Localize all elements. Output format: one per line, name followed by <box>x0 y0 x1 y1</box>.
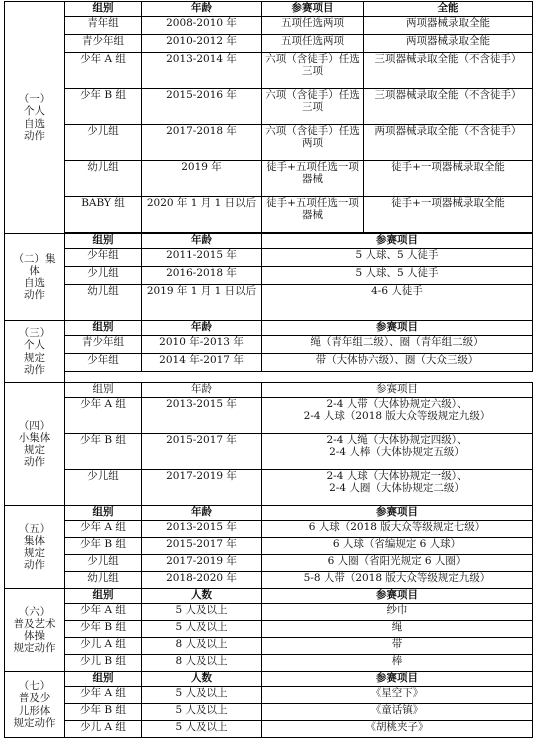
allround-cell: 两项器械录取全能 <box>364 17 533 35</box>
events-cell: 《童话镇》 <box>262 704 533 721</box>
table-row <box>5 53 533 89</box>
table-row <box>5 35 533 53</box>
header-age: 年龄 <box>142 2 262 17</box>
group-cell: 少年 A 组 <box>65 53 142 89</box>
table-row <box>5 161 533 197</box>
table-row <box>5 197 533 233</box>
table-row <box>5 354 533 372</box>
age-cell: 2013-2015 年 <box>142 398 262 434</box>
events-cell: 徒手+五项任选一项器械 <box>262 161 364 197</box>
age-cell: 2017-2018 年 <box>142 125 262 161</box>
events-cell: 五项任选两项 <box>262 17 364 35</box>
group-cell: 少儿组 <box>65 267 142 285</box>
group-cell: 少年 A 组 <box>65 398 142 434</box>
table-row <box>5 555 533 572</box>
header-events: 参赛项目 <box>262 506 533 521</box>
count-cell: 5 人及以上 <box>142 704 262 721</box>
age-cell: 2013-2014 年 <box>142 53 262 89</box>
table-row <box>5 17 533 35</box>
age-cell: 2020 年 1 月 1 日以后 <box>142 197 262 233</box>
table-row <box>5 655 533 672</box>
section-4-category: （四） 小集体 规定 动作 <box>5 383 65 506</box>
group-cell: 少年组 <box>65 249 142 267</box>
events-cell: 6 人球（省编规定 6 人球） <box>262 538 533 555</box>
table-row <box>5 434 533 470</box>
allround-cell: 徒手+一项器械录取全能 <box>364 197 533 233</box>
age-cell: 2019 年 1 月 1 日以后 <box>142 285 262 321</box>
header-group: 组别 <box>65 672 142 687</box>
events-cell: 6 人球（2018 版大众等级规定七级） <box>262 521 533 538</box>
section-6-header-row <box>5 589 533 604</box>
group-cell: 少儿 A 组 <box>65 721 142 738</box>
events-cell: 《胡桃夹子》 <box>262 721 533 738</box>
table-row <box>5 470 533 506</box>
table-row <box>5 398 533 434</box>
table-row <box>5 721 533 738</box>
section-2-header-row <box>5 234 533 249</box>
competition-table <box>4 1 533 738</box>
section-3-category: （三） 个人 规定 动作 <box>5 321 65 383</box>
age-cell: 2015-2017 年 <box>142 434 262 470</box>
group-cell: 青年组 <box>65 17 142 35</box>
section-5-category: （五） 集体 规定 动作 <box>5 506 65 589</box>
allround-cell: 三项器械录取全能（不含徒手） <box>364 89 533 125</box>
header-group: 组别 <box>65 506 142 521</box>
table-row <box>5 89 533 125</box>
group-cell: 少年组 <box>65 354 142 372</box>
header-group: 组别 <box>65 2 142 17</box>
header-age: 年龄 <box>142 383 262 398</box>
group-cell: 幼儿组 <box>65 285 142 321</box>
header-group: 组别 <box>65 234 142 249</box>
header-age: 年龄 <box>142 506 262 521</box>
events-cell: 4-6 人徒手 <box>262 285 533 321</box>
age-cell: 2010 年-2013 年 <box>142 336 262 354</box>
events-cell: 2-4 人球（大体协规定一级）、 2-4 人圈（大体协规定二级） <box>262 470 533 506</box>
age-cell: 2016-2018 年 <box>142 267 262 285</box>
events-cell: 5 人球、5 人徒手 <box>262 267 533 285</box>
allround-cell: 徒手+一项器械录取全能 <box>364 161 533 197</box>
count-cell: 8 人及以上 <box>142 638 262 655</box>
events-cell: 五项任选两项 <box>262 35 364 53</box>
age-cell: 2017-2019 年 <box>142 555 262 572</box>
events-cell: 《星空下》 <box>262 687 533 704</box>
allround-cell: 两项器械录取全能 <box>364 35 533 53</box>
section-1-category: （一） 个人 自选 动作 <box>5 2 65 234</box>
allround-cell: 三项器械录取全能（不含徒手） <box>364 53 533 89</box>
table-row <box>5 704 533 721</box>
section-7-category: （七） 普及少 儿形体 规定动作 <box>5 672 65 738</box>
allround-cell: 两项器械录取全能（不含徒手） <box>364 125 533 161</box>
header-events: 参赛项目 <box>262 321 533 336</box>
count-cell: 8 人及以上 <box>142 655 262 672</box>
table-row <box>5 687 533 704</box>
events-cell: 5 人球、5 人徒手 <box>262 249 533 267</box>
group-cell: 少儿 B 组 <box>65 655 142 672</box>
spacer-row <box>5 372 533 383</box>
count-cell: 5 人及以上 <box>142 721 262 738</box>
events-cell: 2-4 人绳（大体协规定四级）、 2-4 人棒（大体协规定五级） <box>262 434 533 470</box>
group-cell: 少年 A 组 <box>65 604 142 621</box>
events-cell: 纱巾 <box>262 604 533 621</box>
table-row <box>5 638 533 655</box>
table-row <box>5 267 533 285</box>
header-events: 参赛项目 <box>262 589 533 604</box>
header-events: 参赛项目 <box>262 383 533 398</box>
age-cell: 2018-2020 年 <box>142 572 262 589</box>
table-row <box>5 249 533 267</box>
count-cell: 5 人及以上 <box>142 604 262 621</box>
age-cell: 2008-2010 年 <box>142 17 262 35</box>
age-cell: 2011-2015 年 <box>142 249 262 267</box>
events-cell: 六项（含徒手）任选两项 <box>262 125 364 161</box>
header-age: 年龄 <box>142 234 262 249</box>
section-2-category: （二）集 体 自选 动作 <box>5 234 65 321</box>
header-age: 年龄 <box>142 321 262 336</box>
header-count: 人数 <box>142 589 262 604</box>
table-row <box>5 538 533 555</box>
section-7-header-row <box>5 672 533 687</box>
group-cell: 少年 B 组 <box>65 704 142 721</box>
section-5-header-row <box>5 506 533 521</box>
events-cell: 2-4 人带（大体协规定六级）、 2-4 人球（2018 版大众等级规定九级） <box>262 398 533 434</box>
events-cell: 绳 <box>262 621 533 638</box>
events-cell: 带（大体协六级）、圈（大众三级） <box>262 354 533 372</box>
section-1-header-row <box>5 2 533 17</box>
header-events: 参赛项目 <box>262 672 533 687</box>
group-cell: 少年 B 组 <box>65 89 142 125</box>
group-cell: 少年 A 组 <box>65 521 142 538</box>
group-cell: 少儿组 <box>65 555 142 572</box>
age-cell: 2015-2016 年 <box>142 89 262 125</box>
events-cell: 绳（青年组二级）、圈（青年组二级） <box>262 336 533 354</box>
table-row <box>5 125 533 161</box>
events-cell: 六项（含徒手）任选三项 <box>262 53 364 89</box>
group-cell: 幼儿组 <box>65 572 142 589</box>
header-allround: 全能 <box>364 2 533 17</box>
header-events: 参赛项目 <box>262 2 364 17</box>
group-cell: 少儿组 <box>65 470 142 506</box>
header-count: 人数 <box>142 672 262 687</box>
group-cell: 青少年组 <box>65 35 142 53</box>
group-cell: 少年 A 组 <box>65 687 142 704</box>
age-cell: 2010-2012 年 <box>142 35 262 53</box>
section-3-header-row <box>5 321 533 336</box>
section-4-header-row <box>5 383 533 398</box>
section-6-category: （六） 普及艺术 体操 规定动作 <box>5 589 65 672</box>
age-cell: 2019 年 <box>142 161 262 197</box>
group-cell: 少儿组 <box>65 125 142 161</box>
events-cell: 6 人圈（省阳光规定 6 人圈） <box>262 555 533 572</box>
table-row <box>5 521 533 538</box>
group-cell: 幼儿组 <box>65 161 142 197</box>
events-cell: 5-8 人带（2018 版大众等级规定九级） <box>262 572 533 589</box>
events-cell: 带 <box>262 638 533 655</box>
header-group: 组别 <box>65 321 142 336</box>
header-group: 组别 <box>65 589 142 604</box>
events-cell: 六项（含徒手）任选三项 <box>262 89 364 125</box>
group-cell: 少年 B 组 <box>65 434 142 470</box>
group-cell: 青少年组 <box>65 336 142 354</box>
header-events: 参赛项目 <box>262 234 533 249</box>
count-cell: 5 人及以上 <box>142 687 262 704</box>
age-cell: 2015-2017 年 <box>142 538 262 555</box>
table-row <box>5 285 533 321</box>
table-row <box>5 572 533 589</box>
table-row <box>5 621 533 638</box>
header-group: 组别 <box>65 383 142 398</box>
age-cell: 2014 年-2017 年 <box>142 354 262 372</box>
events-cell: 棒 <box>262 655 533 672</box>
age-cell: 2017-2019 年 <box>142 470 262 506</box>
age-cell: 2013-2015 年 <box>142 521 262 538</box>
count-cell: 5 人及以上 <box>142 621 262 638</box>
events-cell: 徒手+五项任选一项器械 <box>262 197 364 233</box>
table-row <box>5 336 533 354</box>
group-cell: 少儿 A 组 <box>65 638 142 655</box>
group-cell: 少年 B 组 <box>65 621 142 638</box>
group-cell: 少年 B 组 <box>65 538 142 555</box>
group-cell: BABY 组 <box>65 197 142 233</box>
table-row <box>5 604 533 621</box>
